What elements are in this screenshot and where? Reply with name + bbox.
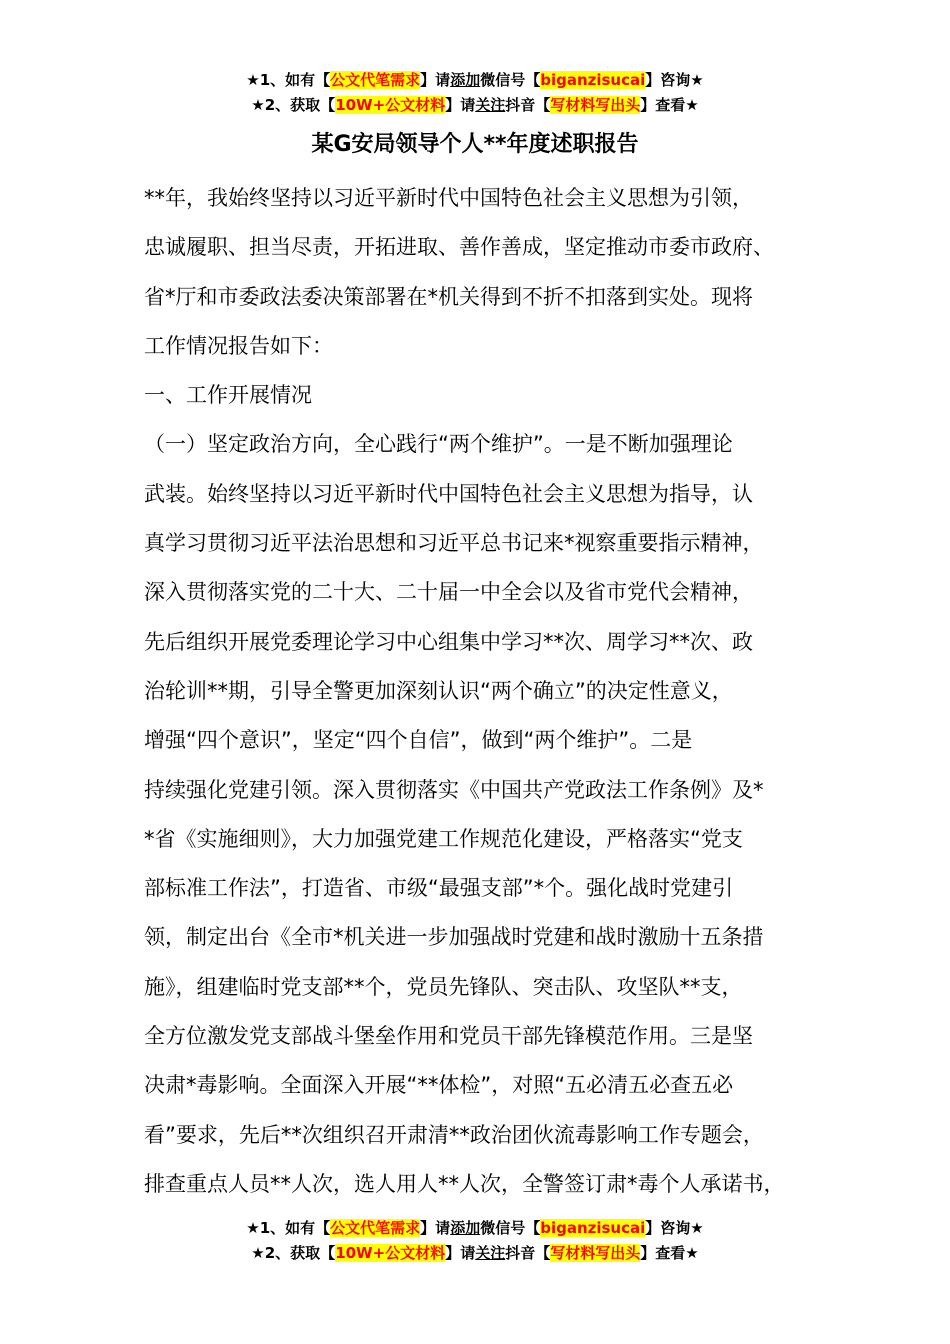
body-line: 全方位激发党支部战斗堡垒作用和党员干部先锋模范作用。三是坚 xyxy=(144,1024,753,1049)
banner-text: ★2、获取【 xyxy=(251,96,336,114)
banner-line-1 xyxy=(0,1216,950,1241)
banner-text: 微信号【 xyxy=(480,1219,541,1237)
highlight-materials: 10W+公文材料 xyxy=(335,1244,446,1262)
body-line: 排查重点人员**人次，选人用人**人次，全警签订肃*毒个人承诺书， xyxy=(144,1171,785,1196)
banner-text: 】请 xyxy=(420,71,451,89)
section-heading: 一、工作开展情况 xyxy=(144,383,312,408)
underlined-text: 添加 xyxy=(450,1219,481,1237)
underlined-text: 关注 xyxy=(475,96,506,114)
banner-text: ★1、如有【 xyxy=(246,1219,331,1237)
banner-text: 抖音【 xyxy=(505,96,551,114)
banner-line-2 xyxy=(0,93,950,118)
highlight-wechat-id: biganzisucai xyxy=(540,71,646,89)
highlight-wechat-id: biganzisucai xyxy=(540,1219,646,1237)
body-line: 治轮训**期，引导全警更加深刻认识“两个确立”的决定性意义， xyxy=(144,678,733,703)
banner-text: 微信号【 xyxy=(480,71,541,89)
underlined-text: 关注 xyxy=(475,1244,506,1262)
body-line: 武装。始终坚持以习近平新时代中国特色社会主义思想为指导，认 xyxy=(144,481,753,506)
highlight-materials: 10W+公文材料 xyxy=(335,96,446,114)
body-line: 看”要求，先后**次组织召开肃清**政治团伙流毒影响工作专题会， xyxy=(144,1122,764,1147)
underlined-text: 添加 xyxy=(450,71,481,89)
highlight-douyin-account: 写材料写出头 xyxy=(550,96,641,114)
banner-line-2 xyxy=(0,1241,950,1266)
banner-text: 抖音【 xyxy=(505,1244,551,1262)
body-line: 增强“四个意识”，坚定“四个自信”，做到“两个维护”。二是 xyxy=(144,728,693,753)
banner-line-1 xyxy=(0,68,950,93)
banner-text: 】查看★ xyxy=(640,1244,699,1262)
header-banner xyxy=(0,68,950,118)
body-line: 持续强化党建引领。深入贯彻落实《中国共产党政法工作条例》及* xyxy=(144,777,764,802)
body-line: （一）坚定政治方向，全心践行“两个维护”。一是不断加强理论 xyxy=(144,432,733,457)
banner-text: 】请 xyxy=(420,1219,451,1237)
body-line: 真学习贯彻习近平法治思想和习近平总书记来*视察重要指示精神， xyxy=(144,531,764,556)
body-line: **年，我始终坚持以习近平新时代中国特色社会主义思想为引领， xyxy=(144,186,753,210)
body-line: 深入贯彻落实党的二十大、二十届一中全会以及省市党代会精神， xyxy=(144,580,753,605)
body-line: 决肃*毒影响。全面深入开展“**体检”，对照“五必清五必查五必 xyxy=(144,1073,734,1098)
banner-text: 】查看★ xyxy=(640,96,699,114)
banner-text: ★1、如有【 xyxy=(246,71,331,89)
highlight-service: 公文代笔需求 xyxy=(330,1219,421,1237)
body-line: *省《实施细则》，大力加强党建工作规范化建设，严格落实“党支 xyxy=(144,826,743,851)
document-body xyxy=(144,174,844,1209)
body-line: 工作情况报告如下： xyxy=(144,333,333,358)
body-line: 省*厅和市委政法委决策部署在*机关得到不折不扣落到实处。现将 xyxy=(144,284,753,309)
body-line: 施》，组建临时党支部**个，党员先锋队、突击队、攻坚队**支， xyxy=(144,974,743,999)
document-title: 某G安局领导个人**年度述职报告 xyxy=(311,132,639,157)
banner-text: 】咨询★ xyxy=(645,1219,704,1237)
banner-text: 】咨询★ xyxy=(645,71,704,89)
body-line: 部标准工作法”，打造省、市级“最强支部”*个。强化战时党建引 xyxy=(144,876,734,901)
banner-text: ★2、获取【 xyxy=(251,1244,336,1262)
highlight-douyin-account: 写材料写出头 xyxy=(550,1244,641,1262)
banner-text: 】请 xyxy=(445,1244,476,1262)
banner-text: 】请 xyxy=(445,96,476,114)
body-line: 先后组织开展党委理论学习中心组集中学习**次、周学习**次、政 xyxy=(144,629,753,654)
body-line: 领，制定出台《全市*机关进一步加强战时党建和战时激励十五条措 xyxy=(144,925,764,950)
body-line: 忠诚履职、担当尽责，开拓进取、善作善成，坚定推动市委市政府、 xyxy=(144,235,774,260)
highlight-service: 公文代笔需求 xyxy=(330,71,421,89)
footer-banner xyxy=(0,1216,950,1266)
